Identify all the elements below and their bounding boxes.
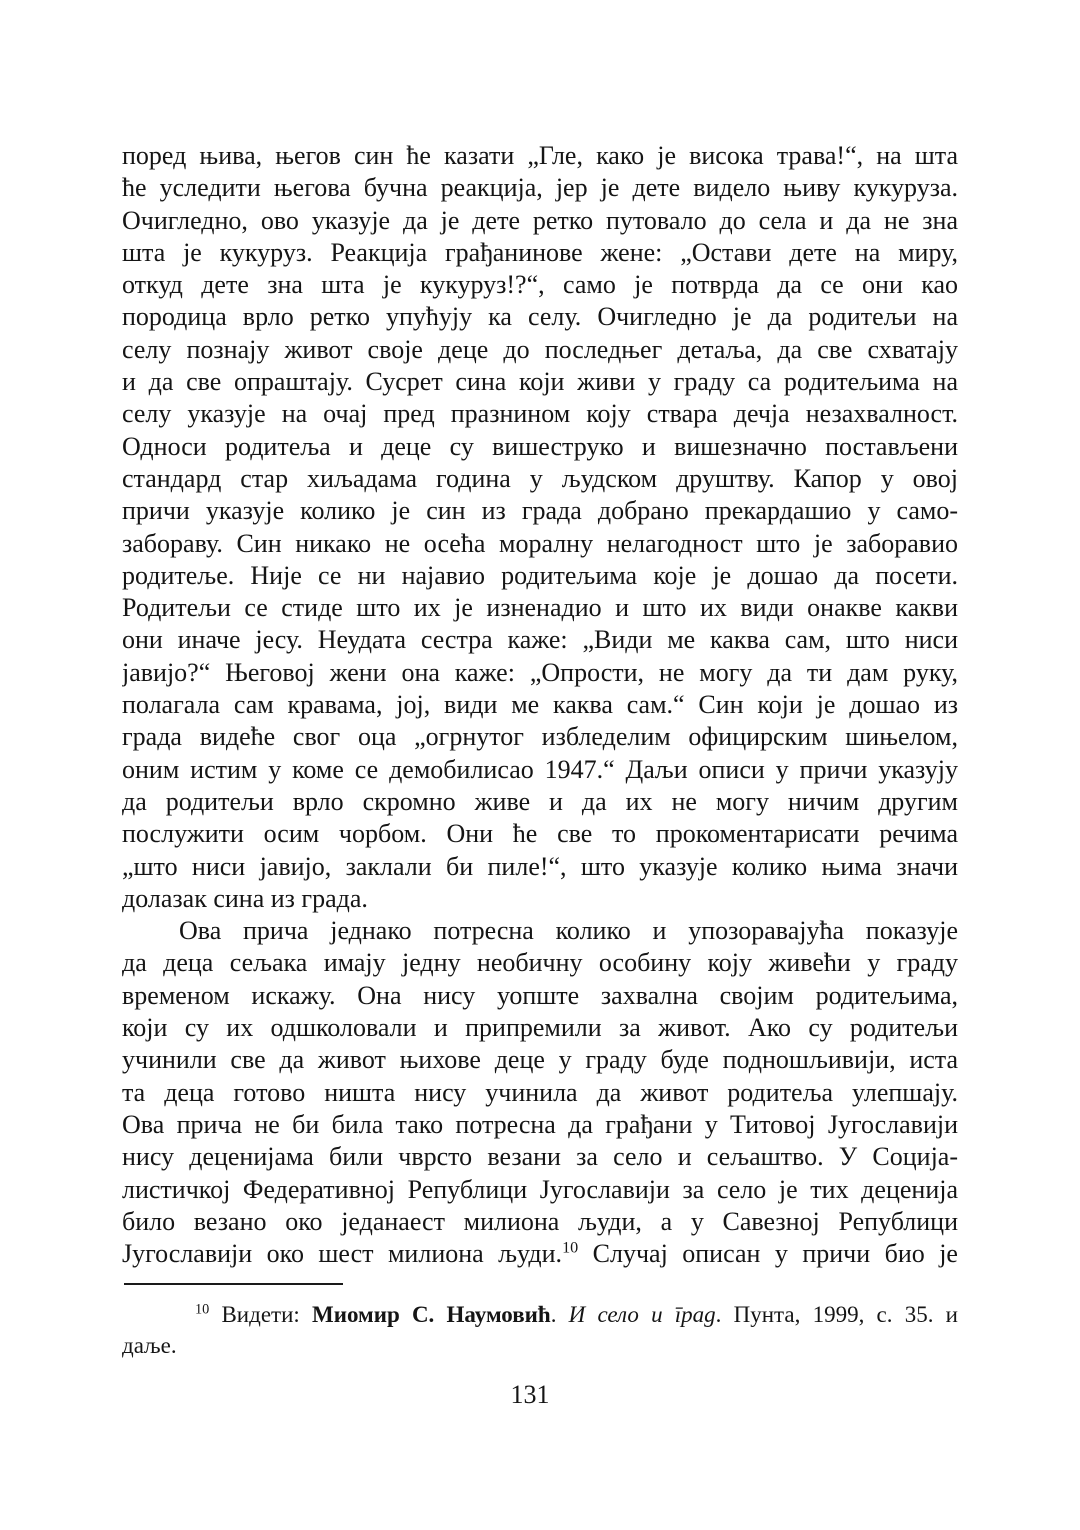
text-line: $^{10}$ Видети: Миомир С. Наумовић. И село и град. Пунта, 1999, с. 35. и <box>195 1301 958 1327</box>
footnote-author: Миомир С. Наумовић <box>312 1302 551 1327</box>
text-line: та деца готово ништа нису учинила да живот родитеља улепшају. <box>122 1077 958 1107</box>
text-line: они иначе јесу. Неудата сестра каже: „Види ме каква сам, што ниси <box>122 625 958 655</box>
text-line: да деца сељака имају једну необичну особину коју живећи у граду <box>122 948 958 978</box>
text-line: учинили све да живот њихове деце у граду буде подношљивији, иста <box>122 1045 958 1075</box>
paragraph-2 <box>122 915 958 1270</box>
footnote-marker: 10 <box>195 1301 210 1318</box>
text-line: откуд дете зна шта је кукуруз!?“, само је потврда да се они као <box>122 270 958 300</box>
text-line: поред њива, његов син ће казати „Гле, како је висока трава!“, на шта <box>122 141 958 170</box>
text-line: који су их одшколовали и припремили за живот. Ако су родитељи <box>122 1013 958 1043</box>
book-title: И село и град <box>568 1302 716 1327</box>
page-number: 131 <box>510 1380 550 1409</box>
text-line: Односи родитеља и деце су вишеструко и вишезначно постављени <box>122 431 958 461</box>
text-line: јавијо?“ Његовој жени она каже: „Опрости, не могу да ти дам руку, <box>122 657 958 687</box>
text-line: листичкој Федеративној Републици Југославији за село је тих деценија <box>122 1174 958 1204</box>
text-line: Југославији око шест милиона људи.$^{10}$ Случај описан у причи био је <box>122 1239 958 1269</box>
paragraph-1 <box>122 140 958 915</box>
footnote <box>122 1299 958 1361</box>
text-line: долазак сина из града. <box>122 883 368 913</box>
text-line: даље. <box>122 1333 177 1358</box>
text-line: родитеље. Није се ни најавио родитељима које је дошао да посети. <box>122 560 958 590</box>
text-line: полагала сам кравама, јој, види ме каква сам.“ Син који је дошао из <box>122 690 958 720</box>
text-line: града видеће свог оца „огрнутог избледелим официрским шињелом, <box>122 722 958 752</box>
text-line: Ова прича једнако потресна колико и упозоравајућа показује <box>179 916 958 946</box>
footnote-separator-rule <box>124 1283 343 1285</box>
page-body <box>122 140 958 1270</box>
text-line: нису деценијама били чврсто везани за село и сељаштво. У Соција- <box>122 1142 958 1172</box>
text-line: било везано око једанаест милиона људи, а у Савезној Републици <box>122 1206 958 1236</box>
text-line: ће уследити његова бучна реакција, јер је дете видело њиву кукуруза. <box>122 173 958 203</box>
text-line: Очигледно, ово указује да је дете ретко путовало до села и да не зна <box>122 205 958 235</box>
text-line: Родитељи се стиде што их је изненадио и што их види онакве какви <box>122 593 958 623</box>
text-line: оним истим у коме се демобилисао 1947.“ Даљи описи у причи указују <box>122 754 958 784</box>
text-line: и да све опраштају. Сусрет сина који живи у граду са родитељима на <box>122 367 958 397</box>
text-line: породица врло ретко упућују ка селу. Очигледно је да родитељи на <box>122 302 958 332</box>
text-line: да родитељи врло скромно живе и да их не могу ничим другим <box>122 786 958 816</box>
text-line: послужити осим чорбом. Они ће све то прокоментарисати речима <box>122 819 958 849</box>
text-line: забораву. Син никако не осећа моралну нелагодност што је заборавио <box>122 528 958 558</box>
text-line: селу указује на очај пред празнином коју ствара дечја незахвалност. <box>122 399 958 429</box>
text-line: причи указује колико је син из града добрано прекардашио у само- <box>122 496 958 526</box>
text-line: „што ниси јавијо, заклали би пиле!“, што указује колико њима значи <box>122 851 958 881</box>
text-line: селу познају живот своје деце до последњег детаља, да све схватају <box>122 334 958 364</box>
footnote-reference: 10 <box>562 1239 579 1257</box>
text-line: временом искажу. Она нису уопште захвална својим родитељима, <box>122 980 958 1010</box>
text-line: Ова прича не би била тако потресна да грађани у Титовој Југославији <box>122 1109 958 1139</box>
text-line: стандард стар хиљадама година у људском друштву. Капор у овој <box>122 463 958 493</box>
text-line: шта је кукуруз. Реакција грађанинове жене: „Остави дете на миру, <box>122 237 958 267</box>
